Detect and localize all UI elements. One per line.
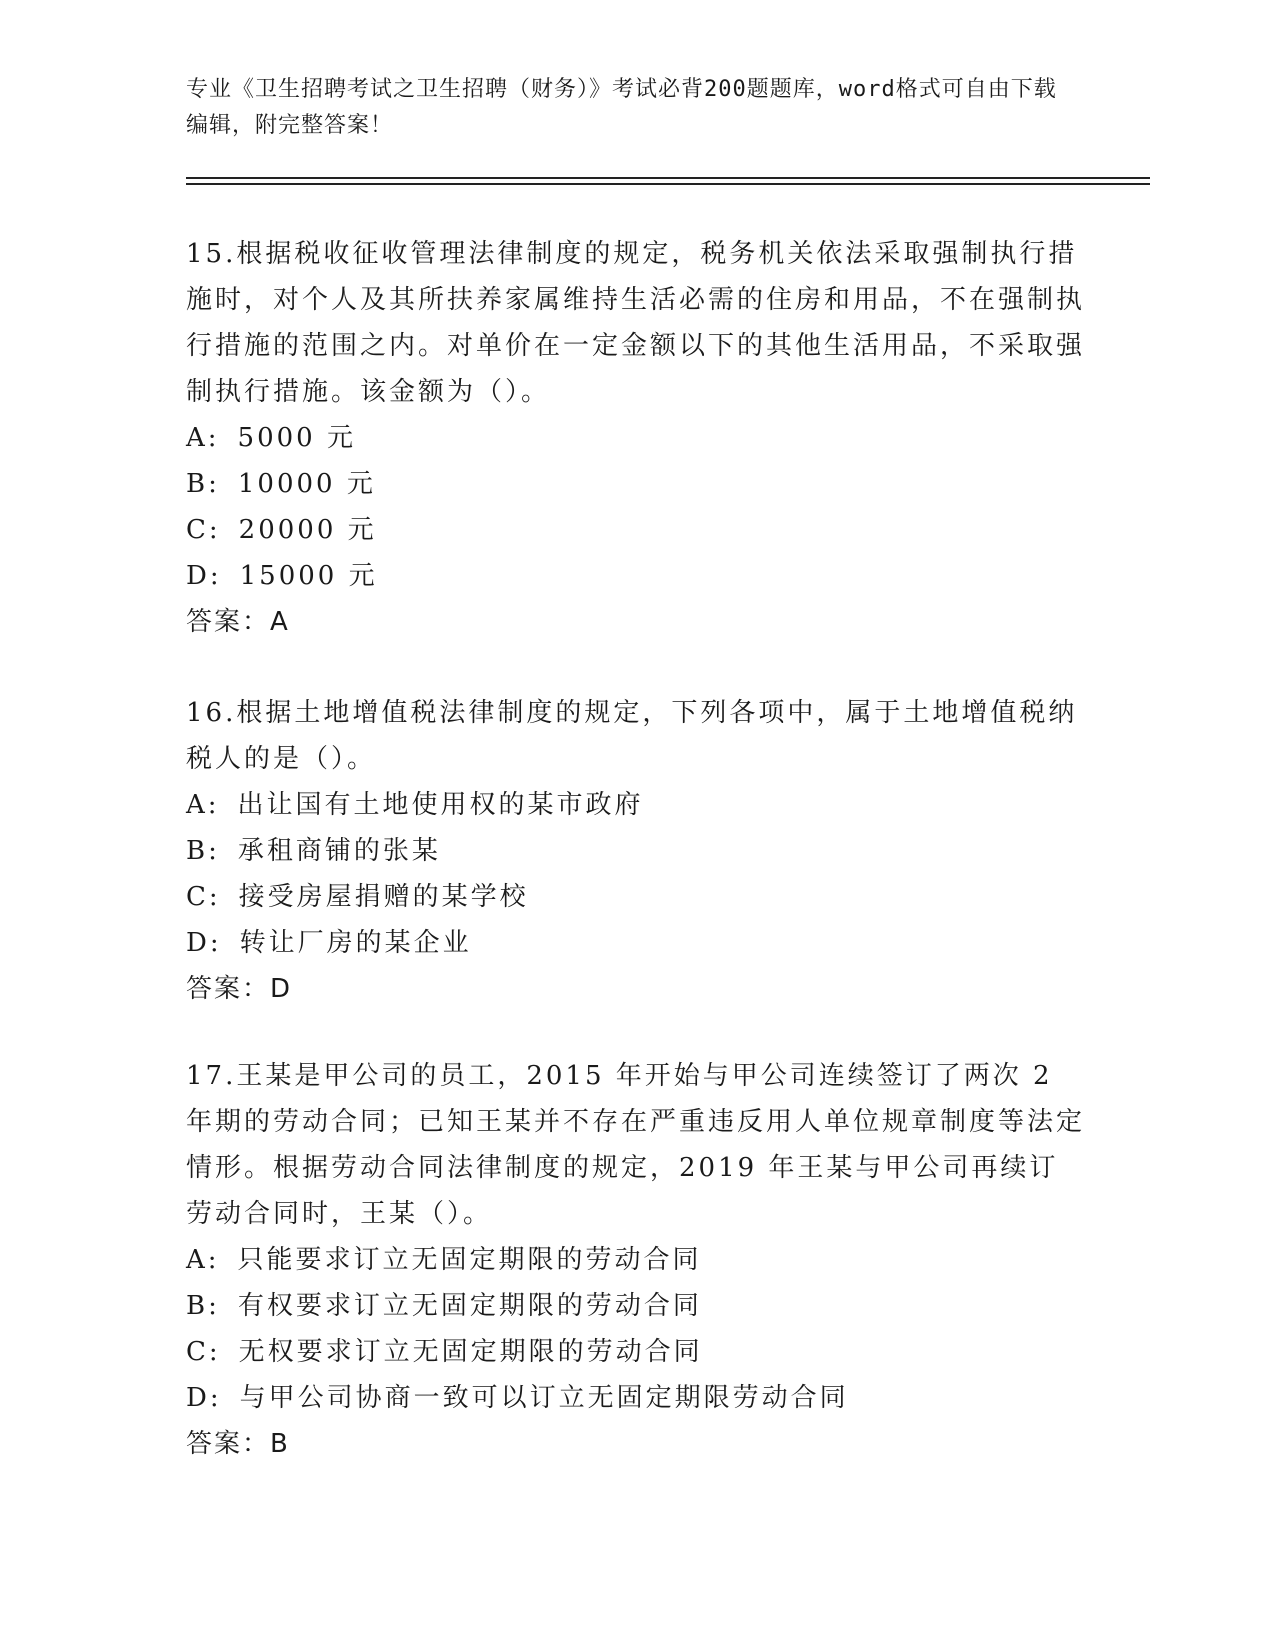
option-text: 承租商铺的张某 xyxy=(237,836,441,866)
header-divider-bottom xyxy=(186,183,1150,185)
option-letter: C: xyxy=(186,1337,221,1367)
option-text: 无权要求订立无固定期限的劳动合同 xyxy=(238,1337,703,1367)
option-letter: A: xyxy=(186,423,220,453)
option-a xyxy=(186,782,1086,828)
option-c xyxy=(186,1329,1086,1375)
answer-line: 答案：D xyxy=(186,974,293,1004)
option-d xyxy=(186,920,1086,966)
answer-line: 答案：B xyxy=(186,1429,290,1459)
option-text: 只能要求订立无固定期限的劳动合同 xyxy=(237,1245,702,1275)
option-b xyxy=(186,1283,1086,1329)
option-letter: B: xyxy=(186,469,220,499)
header-divider-top xyxy=(186,177,1150,179)
option-text: 15000 元 xyxy=(239,561,378,591)
option-text: 10000 元 xyxy=(237,469,376,499)
question-17 xyxy=(186,1053,1086,1467)
option-text: 与甲公司协商一致可以订立无固定期限劳动合同 xyxy=(239,1383,849,1413)
option-text: 有权要求订立无固定期限的劳动合同 xyxy=(237,1291,702,1321)
question-16 xyxy=(186,690,1086,1012)
option-text: 20000 元 xyxy=(238,515,377,545)
option-a xyxy=(186,415,1086,461)
question-stem: 16.根据土地增值税法律制度的规定，下列各项中，属于土地增值税纳税人的是（）。 xyxy=(186,698,1078,774)
option-letter: C: xyxy=(186,882,221,912)
answer-line: 答案：A xyxy=(186,607,290,637)
option-text: 5000 元 xyxy=(237,423,356,453)
option-list xyxy=(186,415,1086,599)
option-letter: A: xyxy=(186,1245,220,1275)
option-c xyxy=(186,874,1086,920)
option-c xyxy=(186,507,1086,553)
option-letter: C: xyxy=(186,515,221,545)
document-header: 专业《卫生招聘考试之卫生招聘（财务）》考试必背200题题库，word格式可自由下载编辑，附完整答案！ xyxy=(186,77,1057,138)
option-letter: B: xyxy=(186,1291,220,1321)
option-d xyxy=(186,553,1086,599)
option-text: 转让厂房的某企业 xyxy=(239,928,472,958)
option-text: 出让国有土地使用权的某市政府 xyxy=(237,790,644,820)
option-text: 接受房屋捐赠的某学校 xyxy=(238,882,529,912)
option-b xyxy=(186,461,1086,507)
option-letter: D: xyxy=(186,1383,222,1413)
option-letter: D: xyxy=(186,928,222,958)
option-list xyxy=(186,782,1086,966)
question-stem: 17.王某是甲公司的员工，2015 年开始与甲公司连续签订了两次 2 年期的劳动合同；已知王某并不存在严重违反用人单位规章制度等法定情形。根据劳动合同法律制度的规定，2019 年王某与甲公司再续订劳动合同时，王某（）。 xyxy=(186,1061,1086,1229)
option-letter: B: xyxy=(186,836,220,866)
option-d xyxy=(186,1375,1086,1421)
question-15 xyxy=(186,231,1086,645)
option-a xyxy=(186,1237,1086,1283)
option-list xyxy=(186,1237,1086,1421)
option-b xyxy=(186,828,1086,874)
option-letter: A: xyxy=(186,790,220,820)
question-stem: 15.根据税收征收管理法律制度的规定，税务机关依法采取强制执行措施时，对个人及其所扶养家属维持生活必需的住房和用品，不在强制执行措施的范围之内。对单价在一定金额以下的其他生活用品，不采取强制执行措施。该金额为（）。 xyxy=(186,239,1086,407)
option-letter: D: xyxy=(186,561,222,591)
